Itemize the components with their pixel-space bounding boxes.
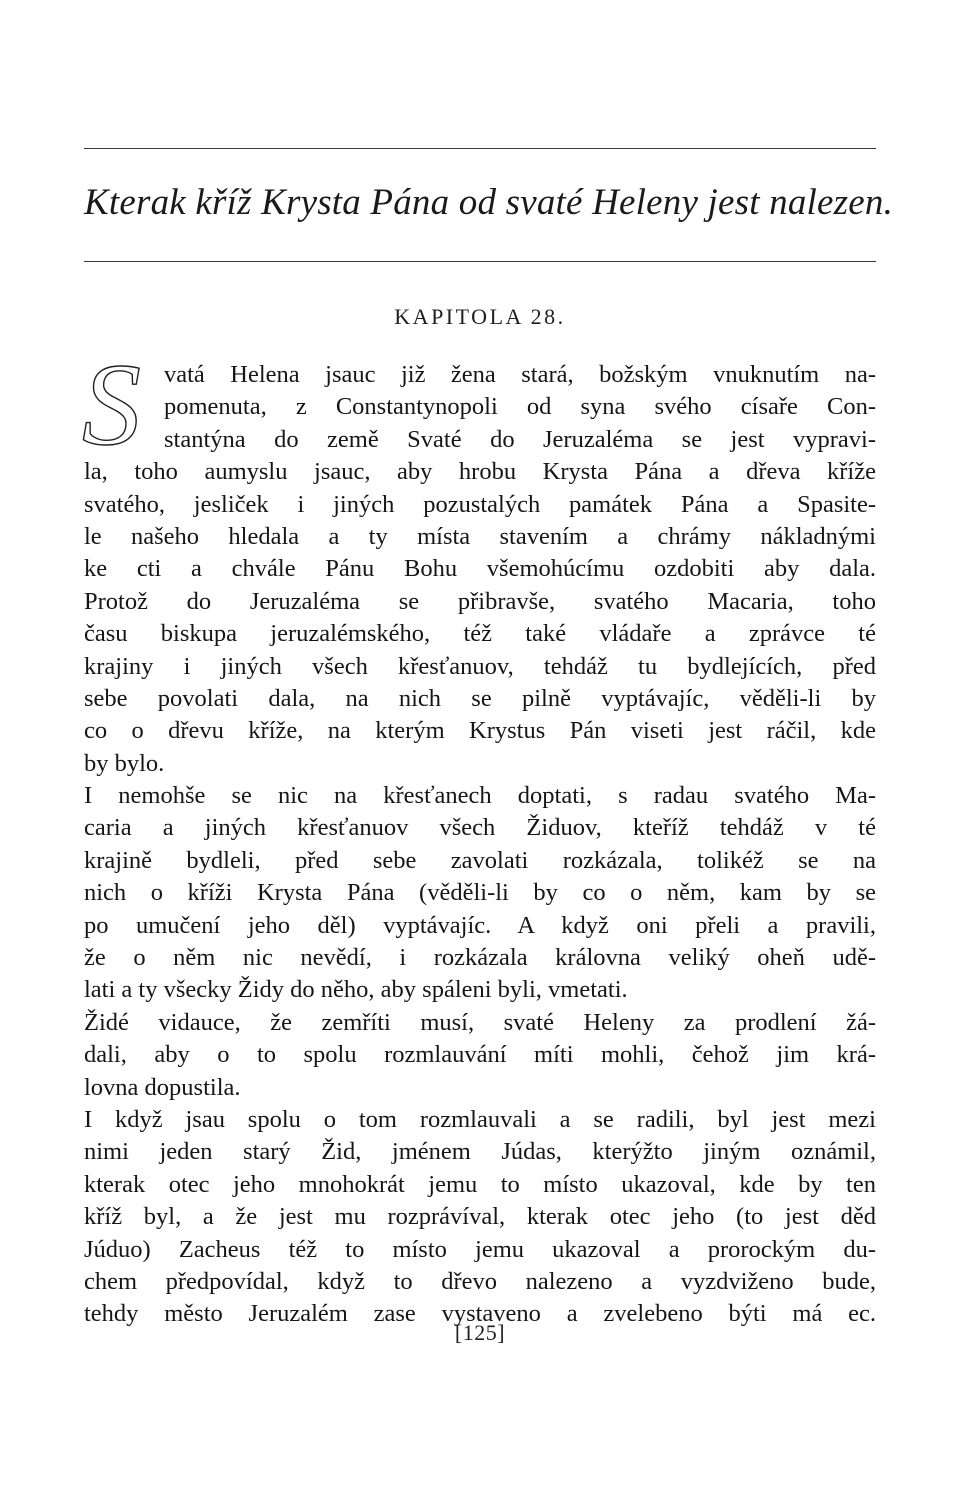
text-line: I nemohše se nic na křesťanech doptati, s radau svatého Ma- [84,782,876,810]
chapter-title: Kterak kříž Krysta Pána od svaté Heleny jest nalezen. [84,182,894,223]
text-line: po umučení jeho děl) vyptávajíc. A když oni přeli a pravili, [84,911,876,939]
text-line: nich o kříži Krysta Pána (věděli-li by co o něm, kam by se [84,879,876,907]
text-line: že o něm nic nevědí, i rozkázala královna veliký oheň udě- [84,944,876,972]
text-line: I když jsau spolu o tom rozmlauvali a se radili, byl jest mezi [84,1105,876,1133]
text-line: lati a ty všecky Židy do něho, aby spáleni byli, vmetati. [84,976,628,1004]
text-line: krajiny i jiných všech křesťanuov, tehdáž tu bydlejících, před [84,652,876,680]
text-line: pomenuta, z Constantynopoli od syna svého císaře Con- [164,393,876,421]
text-line: Protož do Jeruzaléma se přibravše, svatého Macaria, toho [84,587,876,615]
text-line: le našeho hledala a ty místa stavením a chrámy nákladnými [84,522,876,550]
page-number: [125] [454,1320,506,1345]
text-line: kterak otec jeho mnohokrát jemu to místo ukazoval, kde by ten [84,1170,876,1198]
text-line: lovna dopustila. [84,1073,241,1101]
text-line: nimi jeden starý Žid, jménem Júdas, kterýžto jiným oznámil, [84,1138,876,1166]
text-line: tehdy město Jeruzalém zase vystaveno a zvelebeno býti má ec. [84,1300,876,1328]
text-line: dali, aby o to spolu rozmlauvání míti mohli, čehož jim krá- [84,1041,876,1069]
text-line: času biskupa jeruzalémského, též také vládaře a zprávce té [84,620,876,648]
text-line: by bylo. [84,749,165,777]
text-line: sebe povolati dala, na nich se pilně vyptávajíc, věděli-li by [84,684,876,712]
text-line: stantýna do země Svaté do Jeruzaléma se jest vypravi- [164,425,876,453]
drop-cap: S [82,339,141,470]
top-rule [84,148,876,149]
text-line: la, toho aumyslu jsauc, aby hrobu Krysta Pána a dřeva kříže [84,458,876,486]
text-line: svatého, jesliček i jiných pozustalých památek Pána a Spasite- [84,490,876,518]
text-line: krajině bydleli, před sebe zavolati rozkázala, tolikéž se na [84,846,876,874]
text-line: Židé vidauce, že zemříti musí, svaté Heleny za prodlení žá- [84,1008,876,1036]
text-line: chem předpovídal, když to dřevo nalezeno a vyzdviženo bude, [84,1267,876,1295]
text-line: vatá Helena jsauc již žena stará, božským vnuknutím na- [164,361,876,388]
text-line: caria a jiných křesťanuov všech Židuov, kteříž tehdáž v té [84,814,876,842]
bottom-rule [84,261,876,262]
chapter-heading: KAPITOLA 28. [394,304,566,329]
body-text [82,339,876,1331]
text-line: kříž byl, a že jest mu rozprávíval, kterak otec jeho (to jest děd [84,1203,876,1231]
text-line: ke cti a chvále Pánu Bohu všemohúcímu ozdobiti aby dala. [84,555,876,583]
text-line: co o dřevu kříže, na kterým Krystus Pán viseti jest ráčil, kde [84,717,876,745]
text-line: Júduo) Zacheus též to místo jemu ukazoval a prorockým du- [84,1235,876,1263]
